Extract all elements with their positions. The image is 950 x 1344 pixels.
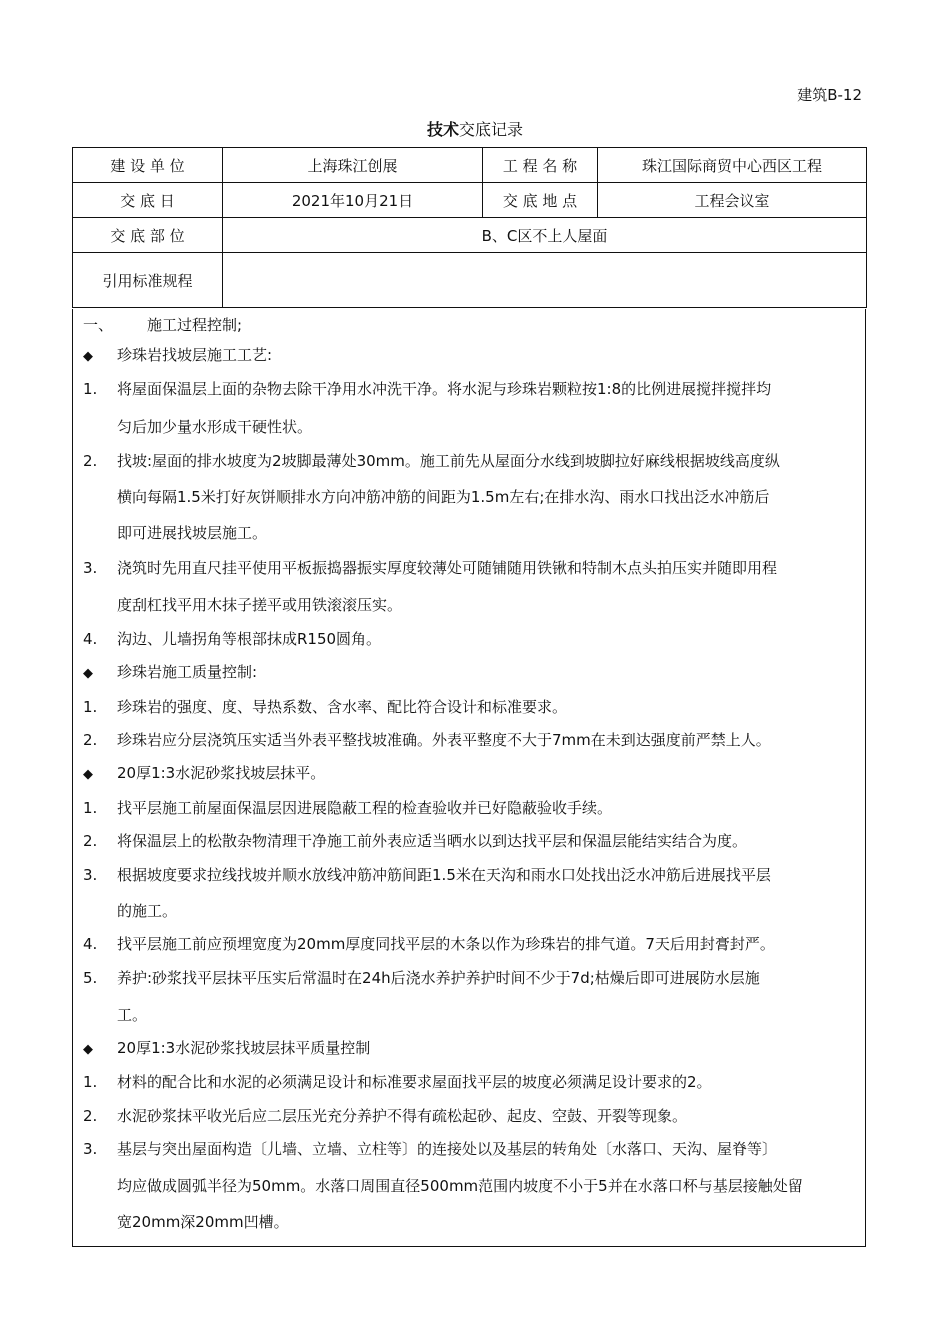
list-item-continuation: 横向每隔1.5米打好灰饼顺排水方向冲筋冲筋的间距为1.5m左右;在排水沟、雨水口找出泛水冲筋后	[117, 488, 770, 506]
place-value: 工程会议室	[598, 183, 867, 218]
list-item: 3. 根据坡度要求拉线找坡并顺水放线冲筋冲筋间距1.5米在天沟和雨水口处找出泛水冲筋后进展找平层	[83, 866, 771, 884]
list-item-continuation: 匀后加少量水形成干硬性状。	[117, 418, 313, 436]
bullet-icon: ◆	[83, 666, 93, 681]
title-bold: 技术	[426, 120, 459, 139]
project-value: 珠江国际商贸中心西区工程	[598, 148, 867, 183]
content-box	[72, 309, 866, 1247]
part-value: B、C区不上人屋面	[223, 218, 867, 253]
list-item-continuation: 工。	[117, 1006, 148, 1024]
date-value: 2021年10月21日	[223, 183, 483, 218]
section-title: 施工过程控制;	[147, 316, 243, 334]
list-item-continuation: 均应做成圆弧半径为50mm。水落口周围直径500mm范围内坡度不小于5并在水落口杯与基层接触处留	[117, 1177, 803, 1195]
heading-3: ◆ 20厚1:3水泥砂浆找坡层抹平。	[83, 763, 325, 785]
list-item: 3. 基层与突出屋面构造〔儿墙、立墙、立柱等〕的连接处以及基层的转角处〔水落口、天沟、屋脊等〕	[83, 1140, 778, 1158]
bullet-icon: ◆	[83, 349, 93, 364]
header-table	[72, 147, 867, 308]
unit-value: 上海珠江创展	[223, 148, 483, 183]
standard-value	[223, 253, 867, 308]
list-item: 4. 沟边、儿墙拐角等根部抹成R150圆角。	[83, 630, 382, 648]
list-item-continuation: 的施工。	[117, 902, 178, 920]
document-code: 建筑B-12	[797, 86, 862, 104]
list-item: 1. 将屋面保温层上面的杂物去除干净用水冲洗干净。将水泥与珍珠岩颗粒按1:8的比例进展搅拌搅拌均	[83, 380, 772, 398]
list-item: 3. 浇筑时先用直尺挂平使用平板振捣器振实厚度较薄处可随铺随用铁锹和特制木点头拍压实并随即用程	[83, 559, 778, 577]
bullet-icon: ◆	[83, 1042, 93, 1057]
title-rest: 交底记录	[459, 120, 524, 139]
part-label: 交 底 部 位	[73, 218, 223, 253]
list-item: 5. 养护:砂浆找平层抹平压实后常温时在24h后浇水养护养护时间不少于7d;枯燥后即可进展防水层施	[83, 969, 760, 987]
list-item: 2. 水泥砂浆抹平收光后应二层压光充分养护不得有疏松起砂、起皮、空鼓、开裂等现象。	[83, 1107, 688, 1125]
document-title	[0, 117, 950, 140]
list-item: 1. 珍珠岩的强度、度、导热系数、含水率、配比符合设计和标准要求。	[83, 698, 568, 716]
heading-1: ◆ 珍珠岩找坡层施工工艺:	[83, 345, 272, 367]
standard-label: 引用标准规程	[73, 253, 223, 308]
project-label: 工 程 名 称	[483, 148, 598, 183]
list-item: 2. 将保温层上的松散杂物清理干净施工前外表应适当晒水以到达找平层和保温层能结实结合为度。	[83, 832, 748, 850]
list-item-continuation: 即可进展找坡层施工。	[117, 524, 268, 542]
heading-4: ◆ 20厚1:3水泥砂浆找坡层抹平质量控制	[83, 1038, 370, 1060]
date-label: 交 底 日	[73, 183, 223, 218]
section-heading	[83, 315, 242, 335]
list-item: 2. 找坡:屋面的排水坡度为2坡脚最薄处30mm。施工前先从屋面分水线到坡脚拉好麻线根据坡线高度纵	[83, 452, 780, 470]
list-item-continuation: 度刮杠找平用木抹子搓平或用铁滚滚压实。	[117, 596, 403, 614]
heading-2: ◆ 珍珠岩施工质量控制:	[83, 662, 257, 684]
list-item: 1. 找平层施工前屋面保温层因进展隐蔽工程的检查验收并已好隐蔽验收手续。	[83, 799, 613, 817]
list-item: 4. 找平层施工前应预埋宽度为20mm厚度同找平层的木条以作为珍珠岩的排气道。7天后用封膏封严。	[83, 935, 775, 953]
section-number: 一、	[83, 316, 114, 334]
bullet-icon: ◆	[83, 767, 93, 782]
list-item: 2. 珍珠岩应分层浇筑压实适当外表平整找坡准确。外表平整度不大于7mm在未到达强度前严禁上人。	[83, 731, 771, 749]
place-label: 交 底 地 点	[483, 183, 598, 218]
list-item-continuation: 宽20mm深20mm凹槽。	[117, 1213, 289, 1231]
list-item: 1. 材料的配合比和水泥的必须满足设计和标准要求屋面找平层的坡度必须满足设计要求的2。	[83, 1073, 712, 1091]
unit-label: 建 设 单 位	[73, 148, 223, 183]
